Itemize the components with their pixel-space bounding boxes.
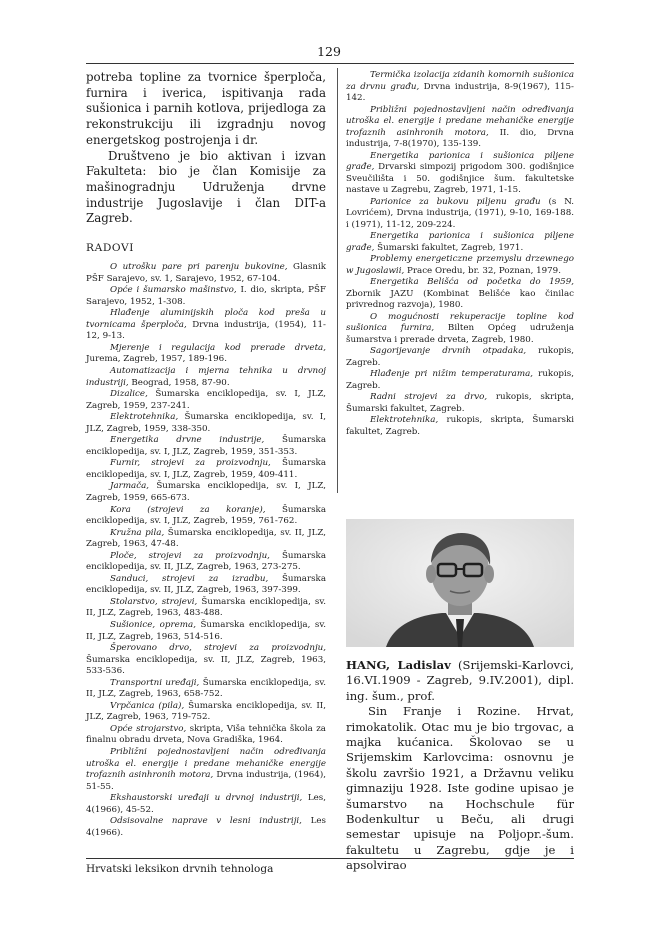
work-item: [86, 412, 326, 435]
work-title: Elektrotehnika,: [110, 412, 179, 423]
bottom-rule: [86, 858, 574, 859]
work-item: [86, 481, 326, 504]
work-publication: Šumarska enciklopedija, sv. II, JLZ, Zagreb, 1963, 483-488.: [86, 596, 326, 619]
work-title: Sagorijevanje drvnih otpadaka,: [370, 346, 527, 356]
entry-lead-text: (Srijemski-Karlovci, 16.VI.1909 - Zagreb, 9.IV.2001), dipl. ing. šum., prof.: [346, 658, 574, 703]
work-publication: Šumarska enciklopedija, sv. II, JLZ, Zagreb, 1963, 719-752.: [86, 700, 326, 723]
work-title: Jarmača,: [110, 481, 150, 492]
work-title: Energetika parionica i sušionica piljene građe,: [346, 150, 574, 172]
left-column: [86, 70, 326, 839]
work-item: [86, 389, 326, 412]
work-title: Približni pojednostavljeni način određivanja utroška el. energije i predane mehaničke energije trofaznih asinhronih motora,: [346, 104, 574, 138]
work-publication: (s N. Lovrićem), Drvna industrija, (1971), 9-10, 169-188. i (1971), 11-12, 209-224.: [346, 196, 574, 230]
work-item: [86, 678, 326, 701]
work-title: Automatizacija i mjerna tehnika u drvnoj industriji,: [86, 365, 326, 388]
work-publication: Zbornik JAZU (Kombinat Belišće kao činilac privrednog razvoja), 1980.: [346, 288, 574, 310]
work-publication: Les, 4(1966), 45-52.: [86, 793, 326, 815]
work-publication: rukopis, Zagreb.: [346, 369, 574, 391]
section-heading-radovi: RADOVI: [86, 242, 135, 255]
work-title: Elektrotehnika,: [370, 415, 439, 425]
works-list-right: [346, 70, 574, 438]
work-publication: Šumarska enciklopedija, sv. I, JLZ, Zagreb, 1959, 761-762.: [86, 504, 327, 527]
work-item: [346, 70, 574, 105]
work-title: Energetika drvne industrije,: [110, 435, 265, 446]
work-title: Opće i šumarsko mašinstvo,: [110, 285, 237, 296]
intro-paragraph-1: potreba topline za tvornice šperploča, furnira i iverica, ispitivanja rada sušionica i parnih kotlova, prijedloga za rekonstrukciju ili izgradnju novog energetskog postrojenja i dr.: [86, 70, 326, 147]
work-item: [346, 346, 574, 369]
work-item: [86, 643, 326, 678]
work-title: Stolarstvo, strojevi,: [110, 596, 198, 607]
work-title: Opće strojarstvo,: [110, 723, 187, 734]
work-publication: Les 4(1966).: [86, 816, 326, 838]
work-item: [86, 308, 326, 343]
work-title: Hlađenje pri nižim temperaturama,: [370, 369, 534, 379]
work-publication: rukopis, skripta, Šumarski fakultet, Zagreb.: [346, 392, 574, 414]
work-title: Ekshaustorski uređaji u drvnoj industriji,: [110, 793, 303, 804]
intro-paragraph-2: Društveno je bio aktivan i izvan Fakulteta: bio je član Komisije za mašinogradnju Udruženja drvne industrije Jugoslavije i član DIT-a Zagreb.: [86, 148, 326, 226]
work-item: [86, 551, 326, 574]
work-item: [86, 597, 326, 620]
intro-text: [86, 70, 326, 227]
page-number: 129: [317, 44, 341, 59]
work-publication: Šumarska enciklopedija, sv. II, JLZ, Zagreb, 1963, 397-399.: [86, 573, 326, 596]
work-title: Ploče, strojevi za proizvodnju,: [110, 550, 270, 561]
work-item: [346, 312, 574, 347]
work-publication: Šumarska enciklopedija, sv. I, JLZ, Zagreb, 1959, 237-241.: [86, 389, 326, 411]
work-title: Dizalice,: [110, 389, 148, 400]
work-title: Parionice za bukovu piljenu građu: [370, 196, 541, 207]
column-divider: [337, 68, 338, 493]
work-publication: Drvarski simpozij prigodom 300. godišnjice Sveučilišta i 50. godišnjice šum. fakultetske nastave u Zagrebu, Zagreb, 1971, 1-15.: [346, 162, 574, 195]
work-title: Transportni uređaji,: [110, 677, 200, 688]
work-item: [86, 620, 326, 643]
work-title: Sanduci, strojevi za izradbu,: [110, 573, 269, 584]
work-title: Hlađenje aluminijskih ploča kod preša u tvornicama šperploča,: [86, 308, 326, 330]
work-publication: Šumarska enciklopedija, sv. II, JLZ, Zagreb, 1963, 533-536.: [86, 654, 326, 677]
work-item: [346, 231, 574, 254]
work-title: Odsisovalne naprave v lesni industriji,: [110, 816, 302, 827]
work-publication: Šumarska enciklopedija, sv. II, JLZ, Zagreb, 1963, 47-48.: [86, 527, 326, 550]
work-item: [86, 366, 326, 389]
work-title: Približni pojednostavljeni način određivanja utroška el. energije i predane mehaničke energije trofaznih asinhronih motora,: [86, 747, 326, 781]
work-item: [86, 724, 326, 747]
work-publication: Šumarska enciklopedija, sv. I, JLZ, Zagreb, 1959, 409-411.: [86, 458, 326, 480]
work-item: [346, 151, 574, 197]
work-item: [86, 528, 326, 551]
work-item: [86, 816, 326, 839]
work-title: Energetika Belišća od početka do 1959,: [370, 277, 574, 287]
work-item: [86, 574, 326, 597]
work-item: [86, 343, 326, 366]
work-publication: Glasnik PŠF Sarajevo, sv. 1, Sarajevo, 1952, 67-104.: [86, 262, 326, 284]
work-item: [346, 105, 574, 151]
work-publication: Jurema, Zagreb, 1957, 189-196.: [86, 354, 227, 365]
work-item: [86, 747, 326, 793]
work-title: Šperovano drvo, strojevi za proizvodnju,: [110, 643, 326, 654]
work-title: Vrpčanica (pila),: [110, 700, 185, 711]
entry-lead: [346, 658, 574, 704]
work-publication: II. dio, Drvna industrija, 7-8(1970), 135-139.: [346, 127, 574, 149]
work-title: Kružna pila,: [110, 527, 165, 538]
entry-name: HANG, Ladislav: [346, 658, 451, 672]
work-item: [346, 392, 574, 415]
work-publication: Šumarska enciklopedija, sv. II, JLZ, Zagreb, 1963, 658-752.: [86, 677, 326, 700]
work-publication: rukopis, Zagreb.: [346, 346, 574, 368]
work-title: Sušionice, oprema,: [110, 619, 196, 630]
work-item: [86, 505, 326, 528]
work-publication: Šumarska enciklopedija, sv. I, JLZ, Zagreb, 1959, 338-350.: [86, 412, 326, 434]
work-publication: Prace Oredu, br. 32, Poznan, 1979.: [404, 265, 561, 276]
top-rule: [86, 63, 574, 64]
work-publication: Šumarski fakultet, Zagreb, 1971.: [374, 242, 524, 253]
work-title: O mogućnosti rekuperacije topline kod sušionica furnira,: [346, 311, 574, 333]
portrait-image: [346, 519, 574, 647]
work-publication: Drvna industrija, (1964), 51-55.: [86, 770, 326, 792]
work-title: O utrošku pare pri parenju bukovine,: [110, 262, 288, 273]
work-item: [346, 197, 574, 232]
work-item: [86, 435, 326, 458]
work-title: Problemy energeticzne przemyslu drzewnego w Jugoslawii,: [346, 254, 574, 276]
work-publication: Šumarska enciklopedija, sv. II, JLZ, Zagreb, 1963, 273-275.: [86, 550, 326, 573]
work-publication: Drvna industrija, (1954), 11-12, 9-13.: [86, 319, 326, 342]
work-item: [86, 285, 326, 308]
work-title: Mjerenje i regulacija kod prerade drveta,: [110, 342, 326, 353]
work-title: Radni strojevi za drvo,: [370, 392, 488, 402]
work-item: [346, 415, 574, 438]
work-publication: Beograd, 1958, 87-90.: [128, 377, 230, 388]
work-publication: Drvna industrija, 8-9(1967), 115-142.: [346, 81, 574, 103]
work-title: Termička izolacija zidanih komornih sušionica za drvnu građu,: [346, 70, 574, 92]
biography-entry: [346, 658, 574, 874]
work-title: Furnir, strojevi za proizvodnju,: [110, 458, 271, 469]
work-publication: Šumarska enciklopedija, sv. II, JLZ, Zagreb, 1963, 514-516.: [86, 619, 326, 642]
work-title: Energetika parionica i sušionica piljene građe,: [346, 231, 574, 253]
work-item: [86, 793, 326, 816]
work-item: [346, 254, 574, 277]
work-publication: Šumarska enciklopedija, sv. I, JLZ, Zagreb, 1959, 351-353.: [86, 435, 326, 457]
work-publication: rukopis, skripta, Šumarski fakultet, Zagreb.: [346, 415, 574, 437]
work-item: [86, 262, 326, 285]
work-item: [86, 701, 326, 724]
footer-title: Hrvatski leksikon drvnih tehnologa: [86, 863, 274, 875]
work-item: [86, 458, 326, 481]
work-item: [346, 277, 574, 312]
work-title: Kora (strojevi za koranje),: [110, 504, 266, 515]
right-column: [346, 70, 574, 438]
works-list-left: [86, 262, 326, 839]
work-publication: Šumarska enciklopedija, sv. I, JLZ, Zagreb, 1959, 665-673.: [86, 481, 326, 503]
work-item: [346, 369, 574, 392]
work-publication: Bilten Općeg udruženja šumarstva i prerade drveta, Zagreb, 1980.: [346, 323, 574, 345]
work-publication: I. dio, skripta, PŠF Sarajevo, 1952, 1-308.: [86, 285, 326, 307]
work-publication: skripta, Viša tehnička škola za finalnu obradu drveta, Nova Gradiška, 1964.: [86, 723, 326, 746]
entry-body: Sin Franje i Rozine. Hrvat, rimokatolik. Otac mu je bio trgovac, a majka kućanica. Školovao se u Srijemskim Karlovcima: osnovnu je školu završio 1921, a Državnu veliku gimnaziju 1928. Iste godine upisao je šumarstvo na Hochschule für Bodenkultur u Beču, ali drugi semestar upisuje na Poljopr.-šum. fakultetu u Zagrebu, gdje je i apsolvirao: [346, 704, 574, 873]
portrait-photo: [346, 519, 574, 647]
